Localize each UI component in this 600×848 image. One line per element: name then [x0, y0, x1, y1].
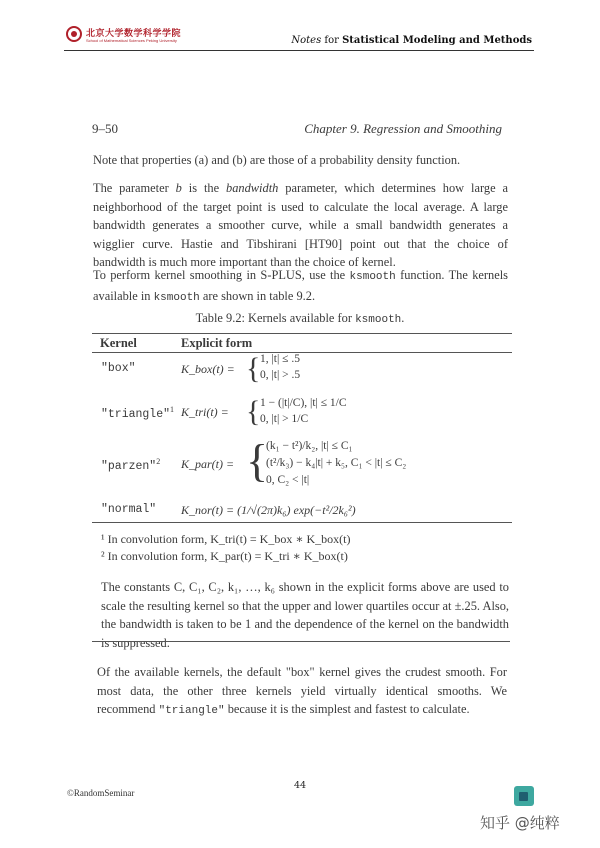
kernel-name-parzen: "parzen"$^2$: [101, 457, 161, 473]
brace-triangle: {: [246, 395, 261, 428]
paragraph-ksmooth: To perform kernel smoothing in S-PLUS, use the ksmooth function. The kernels available in ksmooth are shown in table 9.2.: [93, 268, 508, 304]
badge-icon: [514, 786, 534, 806]
table-bottom-rule: [92, 522, 512, 523]
kernel-name-triangle: "triangle"$^1$: [101, 405, 175, 421]
zhihu-watermark: 知乎 @纯粹: [480, 814, 560, 832]
school-name: 北京大学数学科学学院: [86, 29, 182, 39]
formula-triangle-lhs: K_tri(t) =: [181, 405, 229, 419]
kernel-name-normal: "normal": [101, 503, 157, 516]
footnote-2: ² In convolution form, K_par(t) = K_tri ∗ K_box(t): [101, 549, 348, 563]
brace-parzen: {: [246, 435, 269, 486]
formula-parzen-lhs: K_par(t) =: [181, 457, 235, 471]
table-top-rule: [92, 333, 512, 334]
page-number: 44: [293, 780, 307, 791]
paragraph-density: Note that properties (a) and (b) are those of a probability density function.: [93, 153, 461, 167]
case-box-1: 1, |t| ≤ .5: [260, 353, 300, 365]
section-rule: [92, 641, 510, 642]
university-logo-icon: [66, 26, 82, 42]
column-header-form: Explicit form: [181, 336, 253, 350]
table-header-rule: [92, 352, 512, 353]
column-header-kernel: Kernel: [100, 336, 137, 350]
brace-box: {: [246, 352, 261, 385]
case-parzen-1: (k₁ − t²)/k₂, |t| ≤ C₁: [266, 440, 353, 452]
running-header: [291, 35, 532, 46]
copyright-text: ©RandomSeminar: [67, 788, 135, 798]
school-name-en: School of Mathematical Sciences Peking University: [86, 38, 177, 43]
header-for: for: [321, 35, 343, 46]
table-caption: Table 9.2: Kernels available for ksmooth.: [195, 311, 405, 326]
paragraph-constants: The constants C, C₁, C₂, k₁, …, k₆ shown in the explicit forms above are used to scale the resulting kernel so that the upper and lower quartiles occur at ±.25. Also, the bandwidth is taken to be 1 and the dependence of the kernel on the bandwidth is suppressed.: [101, 580, 509, 650]
scan-page-number: 9–50: [92, 121, 118, 136]
kernel-name-box: "box": [101, 362, 136, 375]
header-rule: [64, 50, 534, 51]
paragraph-bandwidth: The parameter b is the bandwidth parameter, which determines how large a neighborhood of the target point is used to calculate the local average. A large bandwidth generates a smoother curve, while a small bandwidth generates a wigglier curve. Hastie and Tibshirani [HT90] point out that the choice of bandwidth is much more important than the choice of kernel.: [93, 181, 509, 270]
formula-box-lhs: K_box(t) =: [181, 362, 235, 376]
formula-normal: K_nor(t) = (1/√(2π)k₆) exp(−t²/2k₆²): [181, 503, 356, 517]
case-parzen-2: (t²/k₃) − k₄|t| + k₅, C₁ < |t| ≤ C₂: [266, 457, 407, 469]
case-box-2: 0, |t| > .5: [260, 369, 301, 381]
case-triangle-2: 0, |t| > 1/C: [260, 413, 309, 425]
footnote-1: ¹ In convolution form, K_tri(t) = K_box ∗ K_box(t): [101, 532, 351, 546]
header-course: Statistical Modeling and Methods: [342, 35, 532, 46]
case-parzen-3: 0, C₂ < |t|: [266, 474, 310, 486]
chapter-title: Chapter 9. Regression and Smoothing: [304, 121, 502, 136]
case-triangle-1: 1 − (|t|/C), |t| ≤ 1/C: [260, 397, 347, 409]
header-notes: Notes: [291, 35, 322, 46]
paragraph-recommendation: Of the available kernels, the default "box" kernel gives the crudest smooth. For most data, the other three kernels yield virtually identical smooths. We recommend "triangle" because it is the simplest and fastest to calculate.: [97, 665, 507, 718]
